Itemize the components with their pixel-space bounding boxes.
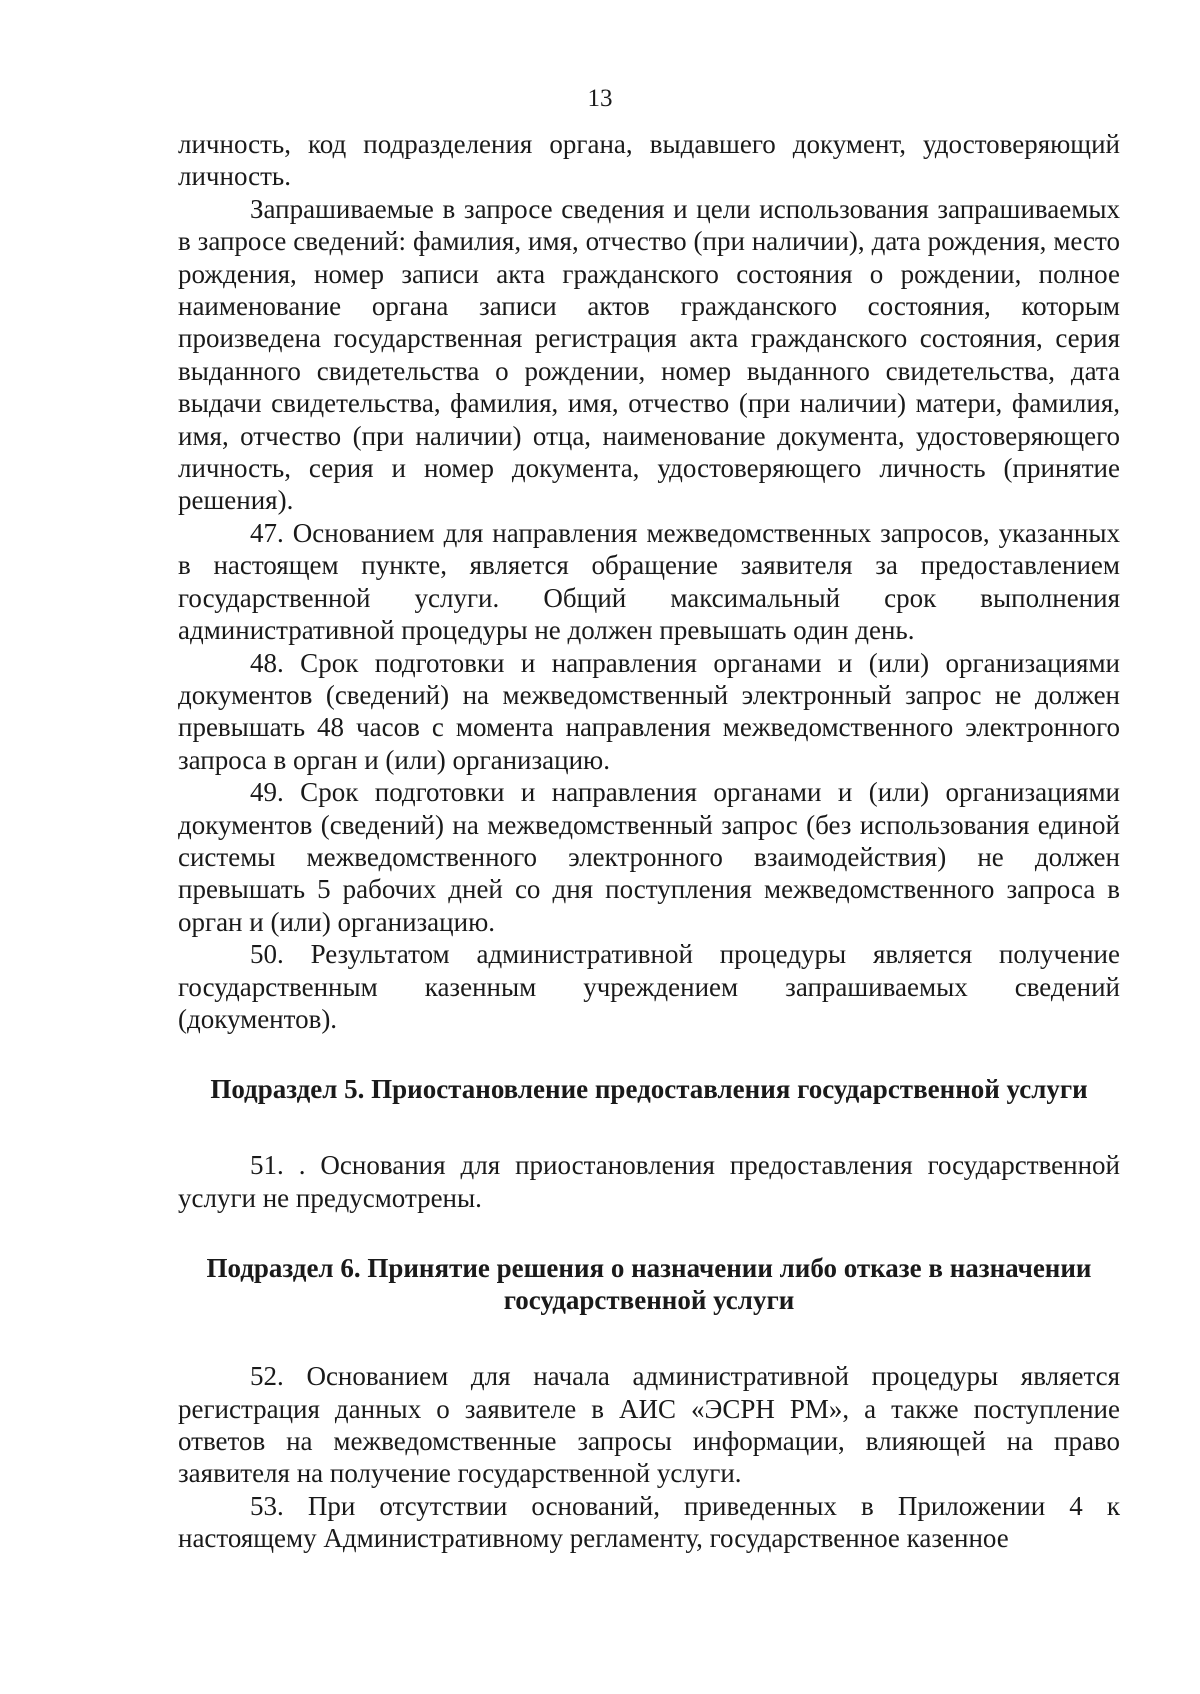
- paragraph-49: 49. Срок подготовки и направления органами и (или) организациями документов (сведений) на межведомственный запрос (без использования единой системы межведомственного электронного взаимодействия) не должен превышать 5 рабочих дней со дня поступления межведомственного запроса в орган и (или) организацию.: [178, 777, 1120, 937]
- paragraph-47: 47. Основанием для направления межведомственных запросов, указанных в настоящем пункте, является обращение заявителя за предоставлением государственной услуги. Общий максимальный срок выполнения административной процедуры не должен превышать один день.: [178, 517, 1120, 646]
- paragraph-52: 52. Основанием для начала административной процедуры является регистрация данных о заявителе в АИС «ЭСРН РМ», а также поступление ответов на межведомственные запросы информации, влияющей на право заявителя на получение государственной услуги.: [178, 1361, 1120, 1489]
- paragraph-requested-info: Запрашиваемые в запросе сведения и цели использования запрашиваемых в запросе сведений: фамилия, имя, отчество (при наличии), дата рождения, место рождения, номер записи акта гражданского состояния о рождении, полное наименование органа записи актов гражданского состояния, которым произведена государственная регистрация акта гражданского состояния, серия выданного свидетельства о рождении, номер выданного свидетельства, дата выдачи свидетельства, фамилия, имя, отчество (при наличии) матери, фамилия, имя, отчество (при наличии) отца, наименование документа, удостоверяющего личность, серия и номер документа, удостоверяющего личность (принятие решения).: [178, 193, 1120, 516]
- page-number: 13: [587, 85, 613, 112]
- paragraph-53: 53. При отсутствии оснований, приведенных в Приложении 4 к настоящему Административному регламенту, государственное казенное: [178, 1490, 1120, 1554]
- document-body: [178, 128, 1120, 1555]
- paragraph-48: 48. Срок подготовки и направления органами и (или) организациями документов (сведений) на межведомственный электронный запрос не должен превышать 48 часов с момента направления межведомственного электронного запроса в орган и (или) организацию.: [178, 647, 1120, 775]
- paragraph-continued: личность, код подразделения органа, выдавшего документ, удостоверяющий личность.: [178, 129, 1120, 192]
- paragraph-50: 50. Результатом административной процедуры является получение государственным казенным учреждением запрашиваемых сведений (документов).: [178, 939, 1120, 1034]
- paragraph-51: 51. . Основания для приостановления предоставления государственной услуги не предусмотрены.: [178, 1150, 1120, 1213]
- section-heading-5: Подраздел 5. Приостановление предоставления государственной услуги: [210, 1074, 1088, 1105]
- section-heading-6: Подраздел 6. Принятие решения о назначении либо отказе в назначении государственной услуги: [206, 1253, 1092, 1316]
